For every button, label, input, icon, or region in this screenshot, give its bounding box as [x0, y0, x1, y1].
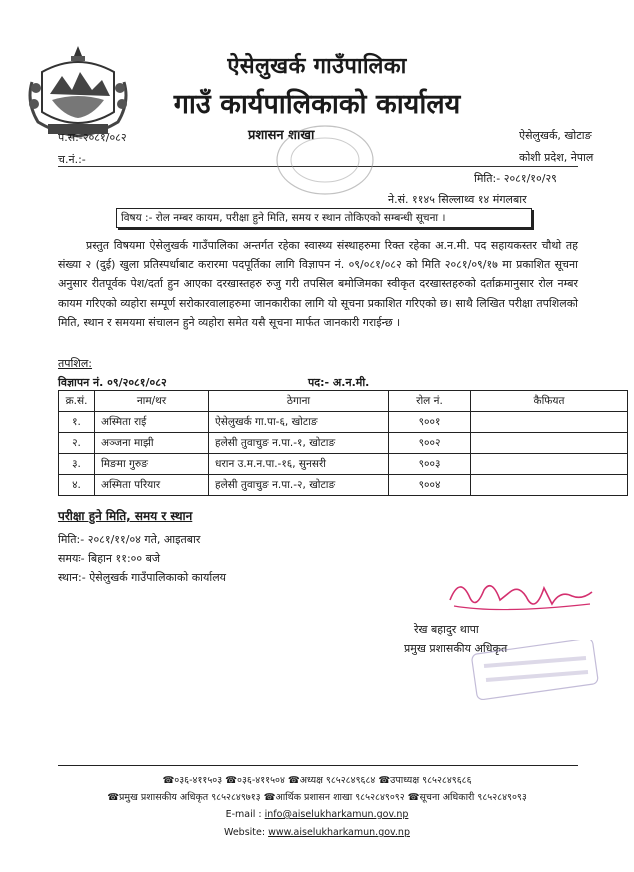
footer-divider — [58, 765, 578, 766]
cell-serial: २. — [59, 433, 95, 454]
table-row — [59, 433, 628, 454]
cell-address: हलेसी तुवाचुङ न.पा.-१, खोटाङ — [209, 433, 389, 454]
cell-remarks — [471, 412, 628, 433]
signature-icon — [440, 570, 600, 620]
header-name: नाम/थर — [95, 391, 209, 412]
cell-serial: ४. — [59, 475, 95, 496]
letter-date: मिति:- २०८१/१०/२९ — [474, 172, 557, 185]
cell-name: मिङमा गुरुङ — [95, 454, 209, 475]
header-serial: क्र.सं. — [59, 391, 95, 412]
exam-time: समयः- बिहान ११:०० बजे — [58, 552, 161, 565]
email-label: E-mail : — [225, 809, 262, 820]
signatory-name: रेख बहादुर थापा — [414, 623, 479, 636]
advertisement-number: विज्ञापन नं. ०९/२०८१/०८२ — [58, 376, 167, 389]
table-header-row — [59, 391, 628, 412]
subject-line: विषय :- रोल नम्बर कायम, परीक्षा हुने मिति, समय र स्थान तोकिएको सम्बन्धी सूचना । — [116, 208, 532, 228]
cell-serial: ३. — [59, 454, 95, 475]
reference-number: प.स:-२०८१/०८२ — [58, 131, 127, 144]
cell-roll: ९००४ — [389, 475, 471, 496]
cell-address: हलेसी तुवाचुङ न.पा.-२, खोटाङ — [209, 475, 389, 496]
cell-address: ऐसेलुखर्क गा.पा-६, खोटाङ — [209, 412, 389, 433]
cell-remarks — [471, 433, 628, 454]
exam-place: स्थान:- ऐसेलुखर्क गाउँपालिकाको कार्यालय — [58, 571, 227, 584]
details-label: तपशिल: — [58, 357, 93, 370]
exam-date: मिति:- २०८१/११/०४ गते, आइतबार — [58, 533, 201, 546]
post-name: पद:- अ.न.मी. — [308, 376, 370, 389]
notice-body: प्रस्तुत विषयमा ऐसेलुखर्क गाउँपालिका अन्तर्गत रहेका स्वास्थ्य संस्थाहरुमा रिक्त रहेका अ.न.मी. पद सहायकस्तर चौथो तह संख्या २ (दुई) खुला प्रतिस्पर्धाबाट करारमा पदपूर्तिका लागि विज्ञापन नं. ०९/०८१/०८२ को मिति २०८१/०९/१७ मा प्रकाशित सूचना अनुसार रीतपूर्वक पेश/दर्ता हुन आएका दरखास्तहरु रुजु गरी तपसिल बमोजिमका स्वीकृत दरखास्तहरुको दर्ताक्रमानुसार रोल नम्बर कायम गरिएको व्यहोरा सम्पूर्ण सरोकारवालाहरुमा जानकारीका लागि यो सूचना प्रकाशित गरिएको छ। साथै लिखित परीक्षा तपशिलको मिति, स्थान र समयमा संचालन हुने व्यहोरा समेत यसै सूचना मार्फत जानकारी गराईन्छ । — [58, 239, 578, 329]
cell-roll: ९००१ — [389, 412, 471, 433]
roll-number-table — [58, 390, 628, 496]
nepal-sambat-date: ने.सं. ११४५ सिल्लाथ्व १४ मंगलबार — [388, 193, 527, 206]
cell-roll: ९००२ — [389, 433, 471, 454]
cell-remarks — [471, 454, 628, 475]
cell-name: अस्मिता परियार — [95, 475, 209, 496]
location-line1: ऐसेलुखर्क, खोटाङ — [519, 129, 592, 142]
dispatch-number: च.नं.:- — [58, 153, 86, 166]
email-link[interactable]: info@aiselukharkamun.gov.np — [264, 809, 409, 820]
footer-phones-line1: ☎०३६-४११५०३ ☎०३६-४११५०४ ☎अध्यक्ष ९८५२८४९६८४ ☎उपाध्यक्ष ९८५२८४९६८६ — [162, 775, 472, 786]
cell-address: धरान उ.म.न.पा.-१६, सुनसरी — [209, 454, 389, 475]
table-row — [59, 475, 628, 496]
branch-name: प्रशासन शाखा — [248, 128, 315, 143]
header-address: ठेगाना — [209, 391, 389, 412]
signatory-title: प्रमुख प्रशासकीय अधिकृत — [404, 642, 508, 655]
footer-website — [0, 827, 634, 838]
location-line2: कोशी प्रदेश, नेपाल — [519, 151, 594, 164]
municipality-name: ऐसेलुखर्क गाउँपालिका — [227, 54, 407, 79]
footer-phones-line2: ☎प्रमुख प्रशासकीय अधिकृत ९८५२८४९७१३ ☎आर्थिक प्रशासन शाखा ९८५२८४९०९२ ☎सूचना अधिकारी ९८५२८४९०९३ — [107, 792, 527, 803]
website-label: Website: — [223, 827, 266, 838]
official-stamp-icon — [470, 640, 600, 700]
cell-name: अञ्जना माझी — [95, 433, 209, 454]
footer-email — [0, 809, 634, 820]
header-remarks: कैफियत — [471, 391, 628, 412]
exam-heading: परीक्षा हुने मिति, समय र स्थान — [58, 509, 193, 523]
office-seal-icon — [270, 120, 380, 200]
office-name: गाउँ कार्यपालिकाको कार्यालय — [173, 89, 461, 120]
cell-name: अस्मिता राई — [95, 412, 209, 433]
table-row — [59, 454, 628, 475]
cell-serial: १. — [59, 412, 95, 433]
table-row — [59, 412, 628, 433]
website-link[interactable]: www.aiselukharkamun.gov.np — [268, 827, 410, 838]
header-roll: रोल नं. — [389, 391, 471, 412]
cell-roll: ९००३ — [389, 454, 471, 475]
cell-remarks — [471, 475, 628, 496]
